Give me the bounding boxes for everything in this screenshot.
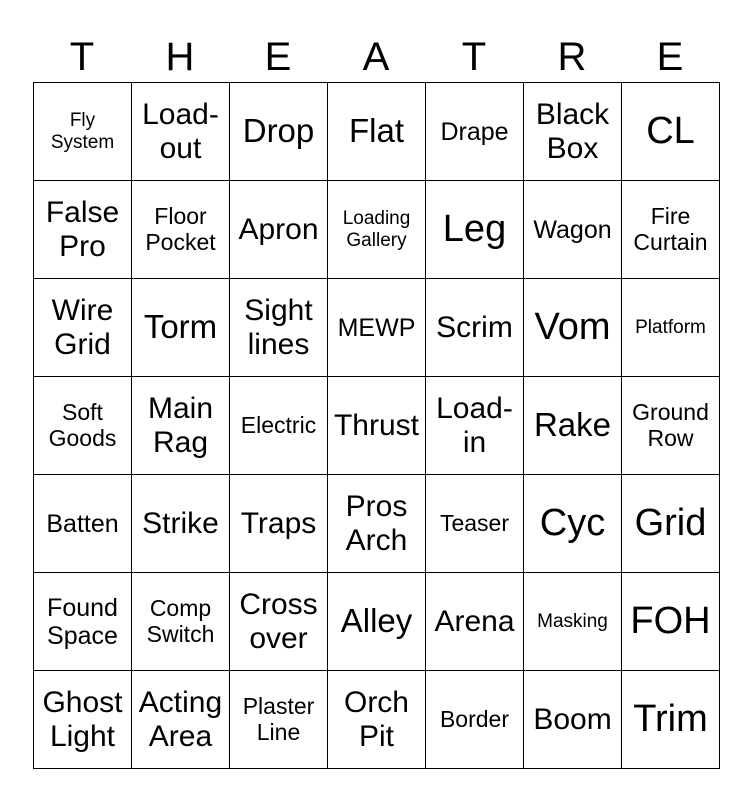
cell-label (46, 196, 119, 263)
cell-label-line: Border (439, 705, 510, 732)
bingo-cell[interactable] (132, 475, 230, 573)
bingo-cell[interactable] (132, 377, 230, 475)
cell-label (144, 309, 217, 346)
cell-label-line: out (159, 131, 202, 165)
cell-label-line: Arena (434, 604, 515, 638)
cell-label-line: lines (247, 327, 310, 361)
bingo-cell[interactable] (524, 671, 622, 769)
cell-label-line: Platform (635, 316, 706, 338)
cell-label-line: over (249, 621, 308, 655)
cell-label-line: Batten (46, 509, 119, 538)
cell-label-line: Teaser (439, 509, 510, 536)
cell-label-line: Curtain (633, 228, 708, 255)
cell-label (145, 204, 215, 256)
cell-label (341, 603, 413, 640)
cell-label-line: Fly (69, 110, 96, 132)
bingo-cell[interactable] (132, 671, 230, 769)
cell-label (440, 511, 509, 537)
cell-label (46, 510, 118, 538)
cell-label (344, 686, 409, 753)
bingo-cell[interactable] (230, 573, 328, 671)
cell-label-line: Plaster (242, 692, 315, 719)
cell-label (147, 596, 215, 648)
bingo-cell[interactable] (622, 573, 720, 671)
cell-label (533, 703, 611, 737)
cell-label-line: Grid (54, 327, 111, 361)
cell-label-line: Drop (242, 112, 315, 150)
bingo-cell[interactable] (34, 377, 132, 475)
bingo-cell[interactable] (622, 475, 720, 573)
bingo-cell[interactable] (328, 671, 426, 769)
cell-label-line: Space (47, 621, 118, 650)
cell-label (244, 294, 312, 361)
bingo-cell[interactable] (622, 671, 720, 769)
bingo-cell[interactable] (328, 83, 426, 181)
bingo-cell[interactable] (132, 573, 230, 671)
cell-label-line: Arch (345, 523, 408, 557)
cell-label-line: Traps (240, 506, 317, 540)
cell-label-line: Goods (48, 424, 117, 451)
cell-label (142, 507, 219, 541)
bingo-cell[interactable] (328, 181, 426, 279)
cell-label-line: Boom (533, 702, 612, 736)
cell-label (536, 98, 609, 165)
cell-label (440, 118, 508, 146)
cell-label-line: False (45, 195, 120, 229)
cell-label-line: Grid (634, 502, 707, 545)
cell-label-line: Scrim (436, 310, 513, 344)
cell-label (52, 294, 114, 361)
cell-label (51, 110, 114, 153)
cell-label (646, 110, 695, 153)
bingo-cell[interactable] (34, 573, 132, 671)
cell-label (139, 686, 222, 753)
bingo-board (33, 82, 720, 769)
bingo-cell[interactable] (328, 377, 426, 475)
cell-label (533, 216, 611, 244)
cell-label-line: Load- (142, 97, 219, 131)
cell-label-line: Black (535, 97, 610, 131)
cell-label (633, 204, 707, 256)
cell-label-line: System (50, 131, 115, 153)
bingo-cell[interactable] (622, 279, 720, 377)
bingo-cell[interactable] (426, 377, 524, 475)
cell-label (436, 311, 513, 345)
cell-label-line: Flat (348, 112, 404, 150)
cell-label (630, 600, 710, 643)
bingo-cell[interactable] (426, 475, 524, 573)
cell-label-line: Trim (633, 698, 708, 741)
bingo-cell[interactable] (230, 475, 328, 573)
bingo-cell[interactable] (230, 181, 328, 279)
bingo-cell[interactable] (34, 279, 132, 377)
cell-label-line: Cross (239, 587, 318, 621)
cell-label-line: FOH (630, 600, 711, 643)
cell-label-line: Torm (143, 308, 218, 346)
bingo-cell[interactable] (524, 83, 622, 181)
cell-label-line: Light (49, 719, 116, 753)
cell-label-line: Pocket (145, 228, 216, 255)
cell-label-line: Orch (343, 685, 409, 719)
cell-label (635, 317, 706, 338)
cell-label-line: Loading (342, 208, 411, 230)
cell-label-line: Load- (436, 391, 513, 425)
cell-label-line: CL (646, 110, 695, 153)
bingo-cell[interactable] (328, 475, 426, 573)
cell-label-line: Pros (345, 489, 408, 523)
cell-label-line: Strike (142, 506, 219, 540)
cell-label-line: Box (546, 131, 599, 165)
cell-label (540, 502, 605, 545)
header-letter: E (264, 35, 292, 79)
bingo-cell[interactable] (524, 475, 622, 573)
bingo-cell[interactable] (34, 475, 132, 573)
cell-label (349, 113, 404, 150)
header-letter: R (557, 35, 587, 79)
cell-label (241, 413, 316, 439)
cell-label-line: Rag (152, 425, 209, 459)
bingo-cell[interactable] (328, 573, 426, 671)
cell-label (537, 611, 608, 632)
bingo-cell[interactable] (524, 181, 622, 279)
cell-label (534, 306, 610, 349)
cell-label (632, 400, 709, 452)
cell-label-line: Row (647, 424, 694, 451)
cell-label-line: Apron (238, 212, 319, 246)
bingo-cell[interactable] (426, 83, 524, 181)
cell-label-line: Wire (51, 293, 114, 327)
bingo-cell[interactable] (426, 573, 524, 671)
header-letter: E (656, 35, 684, 79)
cell-label (633, 698, 708, 741)
cell-label-line: Pit (358, 719, 394, 753)
cell-label-line: Comp (149, 594, 212, 621)
cell-label (443, 208, 506, 251)
cell-label-line: Sight (244, 293, 313, 327)
cell-label-line: Line (256, 718, 301, 745)
cell-label (239, 588, 317, 655)
bingo-cell[interactable] (622, 181, 720, 279)
bingo-cell[interactable] (34, 671, 132, 769)
cell-label-line: in (462, 425, 487, 459)
cell-label-line: Switch (146, 620, 215, 647)
bingo-cell[interactable] (524, 279, 622, 377)
cell-label-line: MEWP (337, 313, 416, 342)
cell-label-line: Acting (138, 685, 223, 719)
cell-label-line: Floor (154, 202, 207, 229)
bingo-cell[interactable] (34, 181, 132, 279)
cell-label (148, 392, 213, 459)
bingo-cell[interactable] (34, 83, 132, 181)
cell-label-line: Ground (632, 398, 709, 425)
bingo-cell[interactable] (132, 181, 230, 279)
bingo-cell[interactable] (426, 181, 524, 279)
bingo-cell[interactable] (230, 671, 328, 769)
cell-label-line: Leg (442, 208, 507, 251)
cell-label (436, 392, 513, 459)
header-letter: H (165, 35, 195, 79)
cell-label-line: Drape (440, 117, 509, 146)
cell-label (343, 208, 411, 251)
bingo-cell[interactable] (132, 83, 230, 181)
cell-label (440, 707, 509, 733)
cell-label (241, 507, 317, 541)
cell-label-line: Area (148, 719, 213, 753)
bingo-cell[interactable] (132, 279, 230, 377)
cell-label (142, 98, 219, 165)
bingo-cell[interactable] (622, 83, 720, 181)
cell-label-line: Found (47, 593, 118, 622)
cell-label-line: Soft (62, 398, 103, 425)
bingo-cell[interactable] (426, 279, 524, 377)
cell-label-line: Cyc (539, 502, 606, 545)
cell-label-line: Pro (59, 229, 106, 263)
cell-label-line: Gallery (346, 229, 407, 251)
header-letter: A (362, 35, 390, 79)
bingo-cell[interactable] (426, 671, 524, 769)
header-letter: T (69, 35, 95, 79)
bingo-cell[interactable] (328, 279, 426, 377)
cell-label (47, 594, 118, 650)
cell-label (434, 605, 514, 639)
cell-label-line: Thrust (333, 408, 420, 442)
cell-label-line: Main (147, 391, 214, 425)
bingo-cell[interactable] (622, 377, 720, 475)
header-letter: T (461, 35, 487, 79)
cell-label-line: Wagon (533, 215, 612, 244)
cell-label-line: Fire (650, 202, 691, 229)
cell-label-line: Electric (240, 411, 317, 438)
cell-label (338, 314, 416, 342)
bingo-header (33, 32, 719, 82)
cell-label-line: Alley (340, 602, 413, 640)
cell-label (238, 213, 318, 247)
cell-label-line: Ghost (42, 685, 123, 719)
cell-label (49, 400, 117, 452)
bingo-cell[interactable] (524, 377, 622, 475)
cell-label (534, 407, 611, 444)
bingo-cell[interactable] (230, 377, 328, 475)
cell-label (243, 694, 315, 746)
cell-label (243, 113, 315, 150)
bingo-cell[interactable] (230, 279, 328, 377)
cell-label (42, 686, 122, 753)
bingo-cell[interactable] (230, 83, 328, 181)
cell-label-line: Vom (534, 306, 611, 349)
cell-label (635, 502, 707, 545)
cell-label (334, 409, 419, 443)
bingo-cell[interactable] (524, 573, 622, 671)
cell-label-line: Rake (533, 406, 612, 444)
cell-label-line: Masking (537, 610, 608, 632)
cell-label (346, 490, 408, 557)
